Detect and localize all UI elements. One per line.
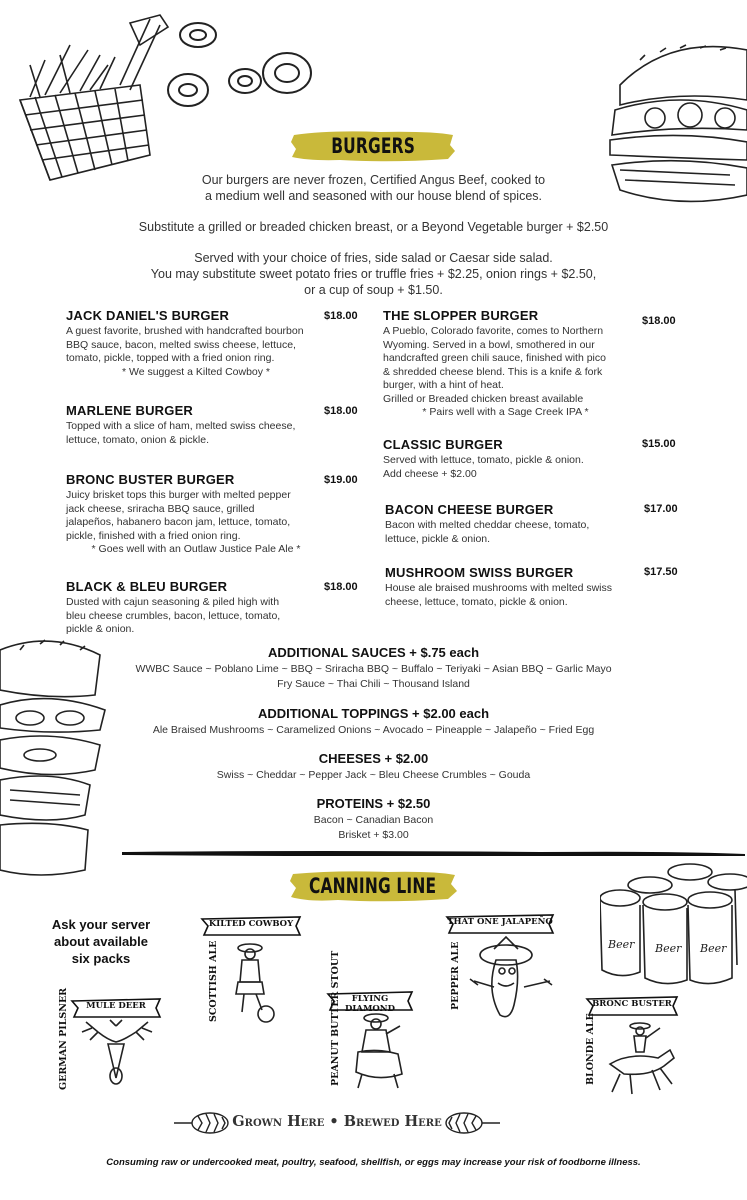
item-name: BRONC BUSTER BURGER xyxy=(66,472,235,487)
beer-style: PEANUT BUTTER STOUT xyxy=(330,950,341,1086)
desc-line: Bacon with melted cheddar cheese, tomato, xyxy=(385,519,590,531)
desc-line: Dusted with cajun seasoning & piled high with xyxy=(66,596,280,608)
beer-label-banner xyxy=(445,913,555,935)
desc-line: jack cheese, sriracha BBQ sauce, grilled xyxy=(66,502,255,515)
served-line: You may substitute sweet potato fries or truffle fries + $2.25, onion rings + $2.50, xyxy=(150,267,597,281)
menu-item xyxy=(383,308,683,420)
desc-line: A guest favorite, brushed with handcrafted bourbon xyxy=(66,325,304,337)
sauces-line: WWBC Sauce ~ Poblano Lime ~ BBQ ~ Sriracha BBQ ~ Buffalo ~ Teriyaki ~ Asian BBQ ~ Garlic Mayo xyxy=(135,663,612,675)
proteins-line: Bacon ~ Canadian Bacon xyxy=(313,814,434,826)
burgers-intro xyxy=(60,172,687,204)
item-price: $17.50 xyxy=(644,566,678,578)
bronc-rider-icon xyxy=(600,1018,680,1098)
menu-item xyxy=(383,437,683,481)
item-price: $18.00 xyxy=(324,310,358,322)
beer-name: THAT ONE JALAPEÑO xyxy=(447,917,553,927)
desc-line: bleu cheese crumbles, bacon, lettuce, tomato, xyxy=(66,609,281,622)
desc-line: A Pueblo, Colorado favorite, comes to Northern xyxy=(383,325,604,337)
slogan-bar xyxy=(172,1110,502,1136)
pairing-note: * Goes well with an Outlaw Justice Pale Ale * xyxy=(91,543,301,555)
sauces-line: Fry Sauce ~ Thai Chili ~ Thousand Island xyxy=(277,678,470,690)
beer-name: BRONC BUSTER xyxy=(592,999,672,1009)
item-description xyxy=(383,325,683,420)
six-pack-cans-illustration xyxy=(600,860,747,990)
proteins-list xyxy=(40,813,707,843)
beer-name: KILTED COWBOY xyxy=(208,919,294,929)
item-price: $18.00 xyxy=(642,315,676,327)
ask-line: about available xyxy=(54,934,148,949)
hop-cone-icon xyxy=(444,1110,502,1136)
item-description xyxy=(66,489,366,557)
menu-item xyxy=(66,403,366,447)
beer-label-banner xyxy=(200,915,302,937)
desc-line: Add cheese + $2.00 xyxy=(383,467,477,480)
item-name: CLASSIC BURGER xyxy=(383,437,503,452)
item-name: JACK DANIEL'S BURGER xyxy=(66,308,230,323)
six-pack-note xyxy=(40,916,162,967)
canning-banner xyxy=(288,869,458,903)
burgers-title: BURGERS xyxy=(331,134,415,158)
desc-line: lettuce, tomato, onion & pickle. xyxy=(66,433,209,446)
desc-line: Served with lettuce, tomato, pickle & onion. xyxy=(383,454,584,466)
item-description xyxy=(385,519,685,546)
desc-line: burger, with a hint of heat. xyxy=(383,379,504,391)
desc-line: pickle & onion. xyxy=(66,623,135,635)
foodborne-disclaimer: Consuming raw or undercooked meat, poultry, seafood, shellfish, or eggs may increase your risk of foodborne illness. xyxy=(106,1157,641,1168)
menu-item xyxy=(385,565,685,609)
served-line: Served with your choice of fries, side salad or Caesar side salad. xyxy=(194,251,553,265)
item-name: BACON CHEESE BURGER xyxy=(385,502,554,517)
item-description xyxy=(66,596,366,637)
item-name: MARLENE BURGER xyxy=(66,403,194,418)
hop-cone-icon xyxy=(172,1110,230,1136)
slogan-text: Grown Here • Brewed Here xyxy=(232,1113,442,1130)
can-text: Beer xyxy=(655,942,682,955)
menu-item xyxy=(66,308,366,379)
jalapeno-mascot-icon xyxy=(466,935,556,1025)
served-line: or a cup of soup + $1.50. xyxy=(304,283,443,297)
item-price: $18.00 xyxy=(324,405,358,417)
burgers-banner xyxy=(290,129,456,163)
pairing-note: * Pairs well with a Sage Creek IPA * xyxy=(422,406,589,418)
item-name: BLACK & BLEU BURGER xyxy=(66,579,228,594)
served-with-note xyxy=(60,250,687,298)
menu-item xyxy=(385,502,685,546)
brush-divider xyxy=(120,848,747,858)
menu-item xyxy=(66,472,366,557)
desc-line: Wyoming. Served in a bowl, smothered in our xyxy=(383,338,595,351)
proteins-title: PROTEINS + $2.50 xyxy=(316,796,431,811)
item-price: $18.00 xyxy=(324,581,358,593)
intro-line: Our burgers are never frozen, Certified Angus Beef, cooked to xyxy=(201,173,546,187)
canning-title: CANNING LINE xyxy=(309,874,437,898)
intro-line: a medium well and seasoned with our house blend of spices. xyxy=(204,189,542,203)
item-description xyxy=(383,454,683,481)
item-description xyxy=(66,325,366,379)
flying-diamond-cowboy-icon xyxy=(348,1012,408,1090)
desc-line: tomato, pickle, topped with a fried onion ring. xyxy=(66,352,275,364)
cheeses-line: Swiss ~ Cheddar ~ Pepper Jack ~ Bleu Cheese Crumbles ~ Gouda xyxy=(216,769,531,781)
cheeses-title: CHEESES + $2.00 xyxy=(318,751,429,766)
desc-line: jalapeños, habanero bacon jam, lettuce, tomato, xyxy=(66,516,291,528)
onion-rings-illustration xyxy=(215,25,315,100)
item-description xyxy=(385,582,685,609)
proteins-line: Brisket + $3.00 xyxy=(338,829,409,841)
can-text: Beer xyxy=(700,942,727,955)
ask-line: six packs xyxy=(71,951,131,966)
toppings-list xyxy=(40,723,707,738)
desc-line: BBQ sauce, bacon, melted swiss cheese, lettuce, xyxy=(66,338,296,351)
beer-name: MULE DEER xyxy=(86,1001,146,1011)
desc-line: House ale braised mushrooms with melted swiss xyxy=(385,582,613,594)
desc-line: Juicy brisket tops this burger with melted pepper xyxy=(66,489,291,501)
item-name: THE SLOPPER BURGER xyxy=(383,308,539,323)
can-text: Beer xyxy=(608,938,635,951)
beer-style: GERMAN PILSNER xyxy=(58,987,69,1090)
beer-style: SCOTTISH ALE xyxy=(208,940,219,1022)
beer-style: PEPPER ALE xyxy=(450,941,461,1010)
desc-line: Grilled or Breaded chicken breast available xyxy=(383,392,584,405)
beer-style: BLONDE ALE xyxy=(585,1013,596,1085)
fry-basket-illustration xyxy=(0,5,230,185)
item-price: $17.00 xyxy=(644,503,678,515)
item-name: MUSHROOM SWISS BURGER xyxy=(385,565,574,580)
sauces-title: ADDITIONAL SAUCES + $.75 each xyxy=(267,645,480,660)
desc-line: pickle, finished with a fried onion ring. xyxy=(66,529,241,542)
kilted-cowboy-icon xyxy=(224,940,286,1025)
desc-line: handcrafted green chili sauce, finished with pico xyxy=(383,352,606,364)
cheeses-list xyxy=(40,768,707,783)
item-price: $15.00 xyxy=(642,438,676,450)
item-price: $19.00 xyxy=(324,474,358,486)
beer-name: FLYING DIAMOND xyxy=(345,994,395,1014)
desc-line: Topped with a slice of ham, melted swiss cheese, xyxy=(66,420,296,432)
sauces-list xyxy=(40,662,707,692)
beer-label-banner xyxy=(70,997,162,1019)
substitute-note xyxy=(60,219,687,235)
item-description xyxy=(66,420,366,447)
substitute-text: Substitute a grilled or breaded chicken breast, or a Beyond Vegetable burger + $2.50 xyxy=(138,220,609,234)
ask-line: Ask your server xyxy=(51,917,151,932)
pairing-note: * We suggest a Kilted Cowboy * xyxy=(121,365,271,378)
mule-deer-icon xyxy=(78,1018,158,1090)
menu-item xyxy=(66,579,366,637)
desc-line: & shredded cheese blend. This is a knife & fork xyxy=(383,365,603,378)
desc-line: lettuce, pickle & onion. xyxy=(385,532,491,545)
desc-line: cheese, lettuce, tomato, pickle & onion. xyxy=(385,595,568,608)
beer-label-banner xyxy=(585,995,679,1017)
toppings-title: ADDITIONAL TOPPINGS + $2.00 each xyxy=(257,706,490,721)
toppings-line: Ale Braised Mushrooms ~ Caramelized Onions ~ Avocado ~ Pineapple ~ Jalapeño ~ Fried Egg xyxy=(152,724,595,736)
